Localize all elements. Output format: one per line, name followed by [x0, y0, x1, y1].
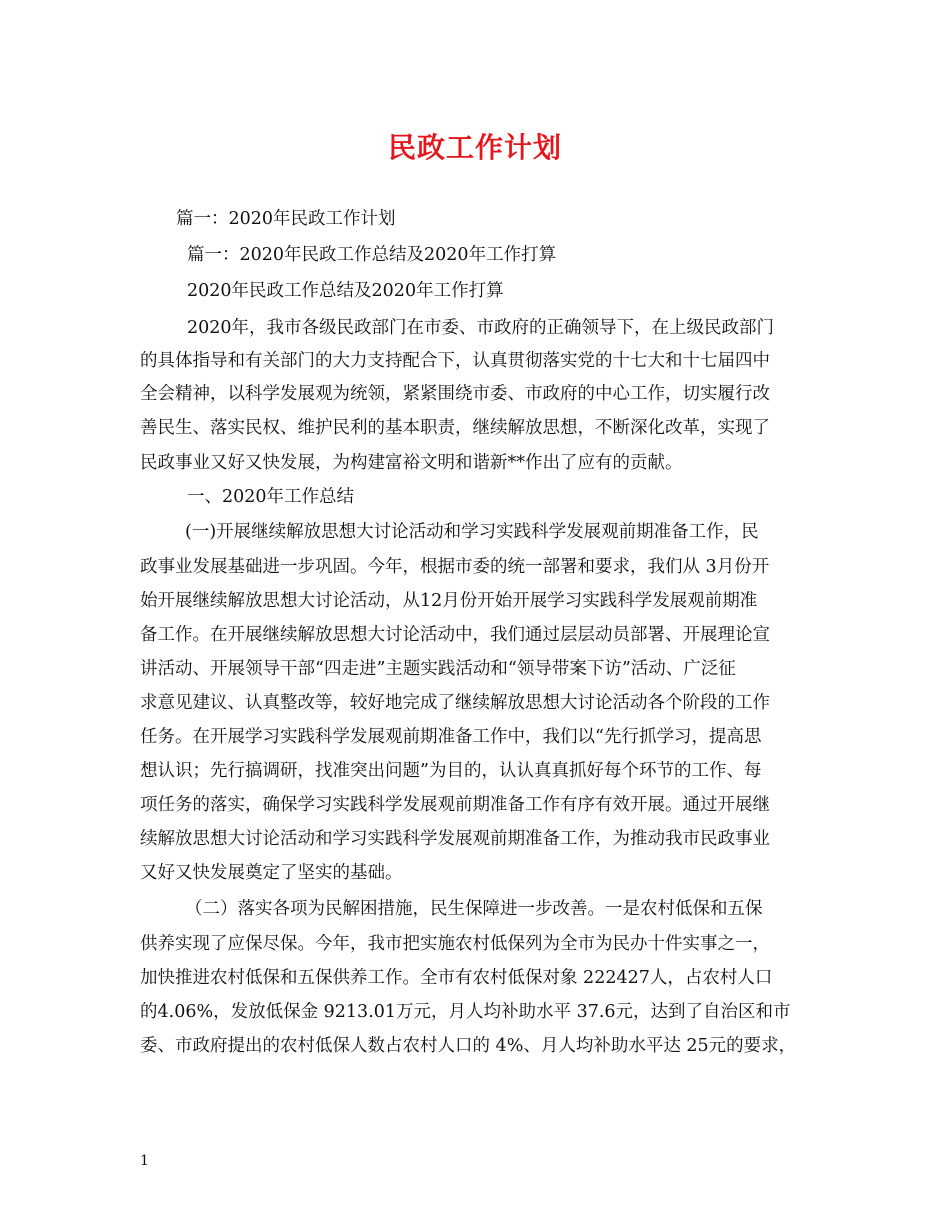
text-line: 民政事业又好又快发展，为构建富裕文明和谐新**作出了应有的贡献。 — [140, 453, 683, 473]
text-line: 项任务的落实，确保学习实践科学发展观前期准备工作有序有效开展。通过开展继 — [140, 795, 770, 815]
text-line: 的具体指导和有关部门的大力支持配合下，认真贯彻落实党的十七大和十七届四中 — [140, 351, 770, 371]
text-line: 政事业发展基础进一步巩固。今年，根据市委的统一部署和要求，我们从 3月份开 — [140, 557, 770, 577]
text-line: 篇一：2020年民政工作计划 — [176, 209, 396, 229]
text-line: 委、市政府提出的农村低保人数占农村人口的 4%、月人均补助水平达 25元的要求， — [140, 1036, 797, 1056]
text-line: 篇一：2020年民政工作总结及2020年工作打算 — [187, 245, 557, 265]
section-heading: 一、2020年工作总结 — [187, 487, 355, 507]
text-line: 的4.06%，发放低保金 9213.01万元，月人均补助水平 37.6元，达到了自治区和市 — [140, 1002, 791, 1022]
text-line: 2020年民政工作总结及2020年工作打算 — [187, 281, 504, 301]
text-line: 善民生、落实民权、维护民利的基本职责，继续解放思想，不断深化改革，实现了 — [140, 418, 770, 438]
text-line: 备工作。在开展继续解放思想大讨论活动中，我们通过层层动员部署、开展理论宣 — [140, 625, 770, 645]
text-line: 求意见建议、认真整改等，较好地完成了继续解放思想大讨论活动各个阶段的工作 — [140, 693, 770, 713]
text-line: 讲活动、开展领导干部“四走进”主题实践活动和“领导带案下访”活动、广泛征 — [140, 659, 736, 679]
document-title: 民政工作计划 — [387, 131, 562, 164]
text-line: 始开展继续解放思想大讨论活动，从12月份开始开展学习实践科学发展观前期准 — [140, 591, 758, 611]
text-line: 任务。在开展学习实践科学发展观前期准备工作中，我们以“先行抓学习，提高思 — [140, 727, 762, 747]
text-line: 想认识；先行搞调研，找准突出问题”为目的，认认真真抓好每个环节的工作、每 — [140, 761, 762, 781]
page-number: 1 — [140, 1153, 149, 1169]
text-line: 加快推进农村低保和五保供养工作。全市有农村低保对象 222427人，占农村人口 — [140, 968, 773, 988]
text-line: (一)开展继续解放思想大讨论活动和学习实践科学发展观前期准备工作，民 — [185, 522, 759, 542]
text-line: 供养实现了应保尽保。今年，我市把实施农村低保列为全市为民办十件实事之一， — [140, 934, 770, 954]
text-line: 2020年，我市各级民政部门在市委、市政府的正确领导下，在上级民政部门 — [187, 318, 775, 338]
text-line: （二）落实各项为民解困措施，民生保障进一步改善。一是农村低保和五保 — [185, 899, 763, 919]
text-line: 续解放思想大讨论活动和学习实践科学发展观前期准备工作，为推动我市民政事业 — [140, 829, 770, 849]
text-line: 全会精神，以科学发展观为统领，紧紧围绕市委、市政府的中心工作，切实履行改 — [140, 384, 770, 404]
text-line: 又好又快发展奠定了坚实的基础。 — [140, 863, 403, 883]
